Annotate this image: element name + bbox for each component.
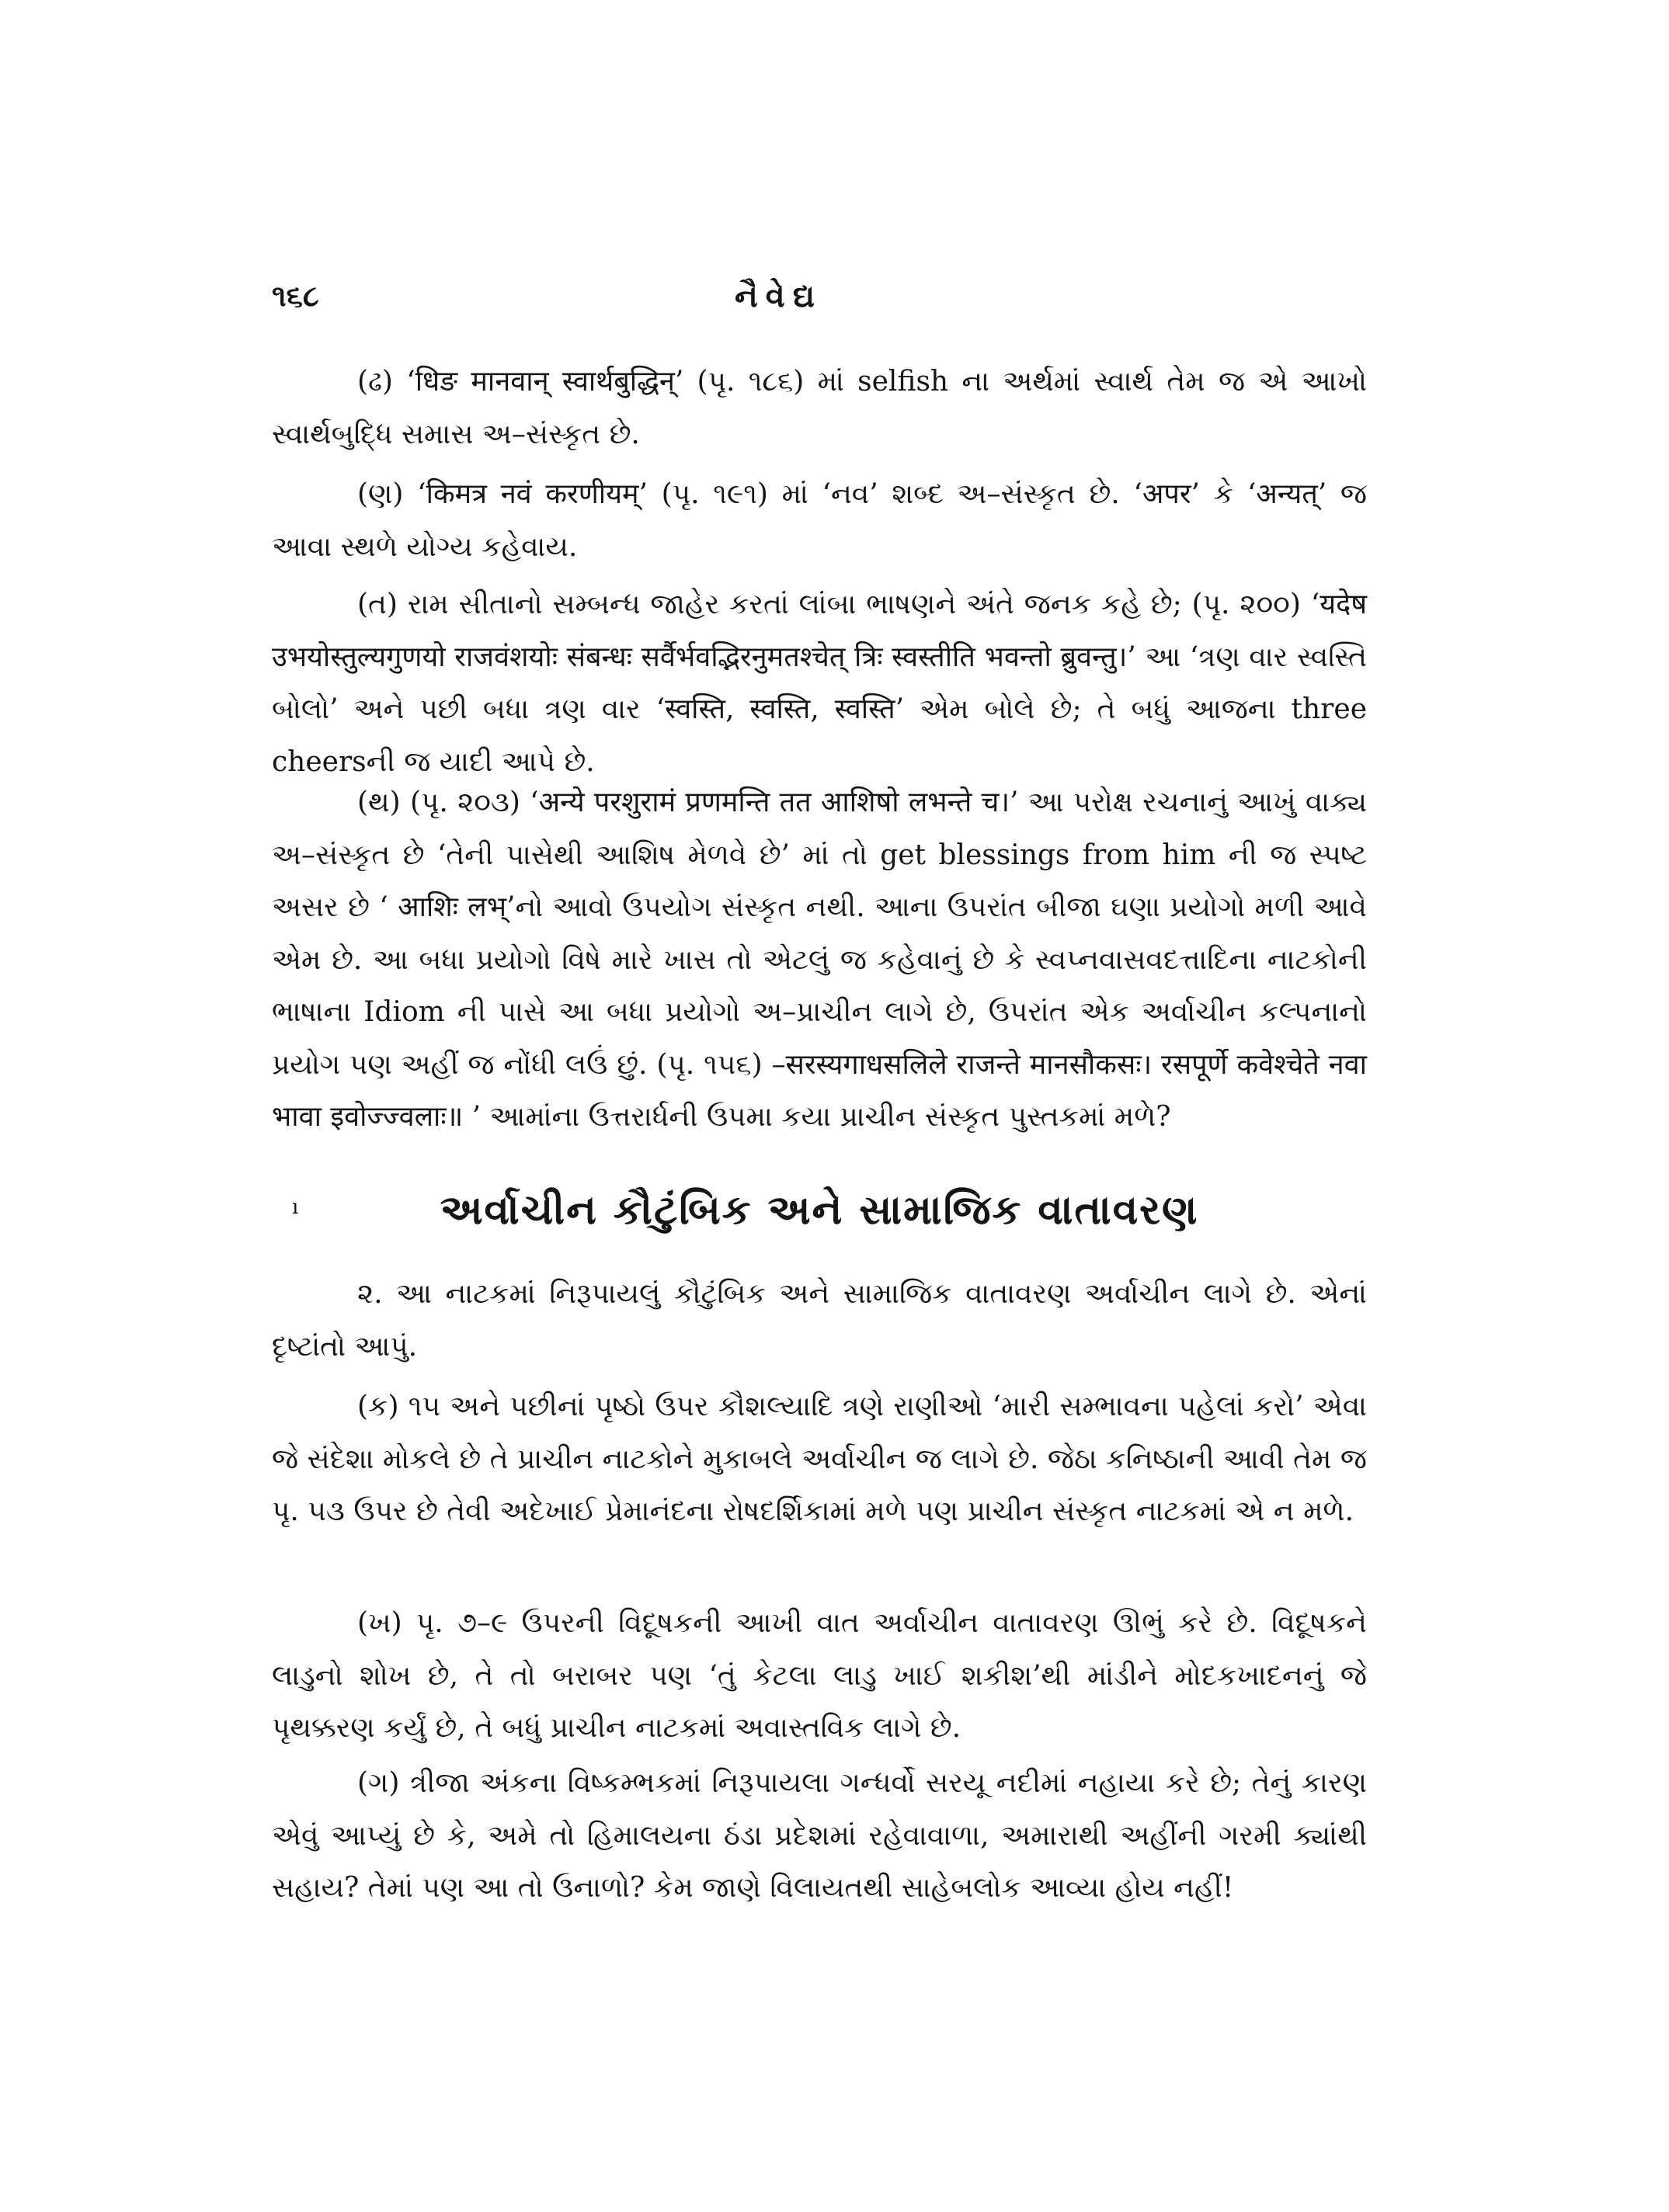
paragraph-dha: (ઢ) ‘धिङ मानवान् स्वार्थबुद्धिन्’ (પૃ. ૧૮૬) માં selfish ના અર્થમાં સ્વાર્થ તેમ જ એ આખો સ્વાર્થબુદ્ધિ સમાસ અ–સંસ્કૃત છે. [272,366,1367,450]
paragraph-ga: (ગ) ત્રીજા અંકના વિષ્કમ્ભકમાં નિરૂપાયલા ગન્ધર્વો સરયૂ નદીમાં નહાયા કરે છે; તેનું કારણ એવું આપ્યું છે કે, અમે તો હિમાલયના ઠંડા પ્રદેશમાં રહેવાવાળા, અમારાથી અહીંની ગરમી ક્યાંથી સહાય? તેમાં પણ આ તો ઉનાળો? કેમ જાણે વિલાયતથી સાહેબલોક આવ્યા હોય નહીં! [272,1767,1367,1904]
paragraph-na: (ણ) ‘किमत्र नवं करणीयम्’ (પૃ. ૧૯૧) માં ‘નવ’ શબ્દ અ–સંસ્કૃત છે. ‘अपर’ કે ‘अन्यत्’ જ આવા સ્થળે યોગ્ય કહેવાય. [272,478,1367,563]
paragraph-tha: (થ) (પૃ. ૨૦૩) ‘अन्ये परशुरामं प्रणमन्ति तत आशिषो लभन्ते च।’ આ પરોક્ષ રચનાનું આખું વાક્ય અ–સંસ્કૃત છે ‘તેની પાસેથી આશિષ મેળવે છે’ માં તો get blessings from him ની જ સ્પષ્ટ અસર છે ‘ आशिः लभ्’નો આવો ઉપયોગ સંસ્કૃત નથી. આના ઉપરાંત બીજા ઘણા પ્રયોગો મળી આવે એમ છે. આ બધા પ્રયોગો વિષે મારે ખાસ તો એટલું જ કહેવાનું છે કે સ્વપ્નવાસવદત્તાદિના નાટકોની ભાષાના Idiom ની પાસે આ બધા પ્રયોગો અ–પ્રાચીન લાગે છે, ઉપરાંત એક અર્વાચીન કલ્પનાનો પ્રયોગ પણ અહીં જ નોંધી લઉં છું. (પૃ. ૧૫૬) –सरस्यगाधसलिले राजन्ते मानसौकसः। रसपूर्णे कवेश्चेते नवा भावा इवोज्ज्वलाः॥ ’ આમાંના ઉત્તરાર્ધની ઉપમા કયા પ્રાચીન સંસ્કૃત પુસ્તકમાં મળે? [272,787,1367,1133]
margin-mark: ı [292,1196,299,1219]
paragraph-intro: ૨. આ નાટકમાં નિરૂપાયલું કૌટુંબિક અને સામાજિક વાતાવરણ અર્વાચીન લાગે છે. એનાં દૃષ્ટાંતો આપું. [272,1278,1367,1363]
paragraph-ta: (ત) રામ સીતાનો સમ્બન્ધ જાહેર કરતાં લાંબા ભાષણને અંતે જનક કહે છે; (પૃ. ૨૦૦) ‘यदेष उभयोस्तुल्यगुणयो राजवंशयोः संबन्धः सर्वैर्भवद्भिरनुमतश्चेत् त्रिः स्वस्तीति भवन्तो ब्रुवन्तु।’ આ ‘ત્રણ વાર સ્વસ્તિ બોલો’ અને પછી બધા ત્રણ વાર ‘स्वस्ति, स्वस्ति, स्वस्ति’ એમ બોલે છે; તે બધું આજના three cheersની જ યાદી આપે છે. [272,589,1367,778]
page-header [272,278,1359,332]
paragraph-ka: (ક) ૧૫ અને પછીનાં પૃષ્ઠો ઉપર કૌશલ્યાદિ ત્રણે રાણીઓ ‘મારી સમ્ભાવના પહેલાં કરો’ એવા જે સંદેશા મોકલે છે તે પ્રાચીન નાટકોને મુકાબલે અર્વાચીન જ લાગે છે. જેઠા કનિષ્ઠાની આવી તેમ જ પૃ. ૫૩ ઉપર છે તેવી અદેખાઈ પ્રેમાનંદના રોષદર્શિકામાં મળે પણ પ્રાચીન સંસ્કૃત નાટકમાં એ ન મળે. [272,1391,1367,1527]
section-heading: અર્વાચીન કૌટુંબિક અને સામાજિક વાતાવરણ [440,1186,1199,1234]
page-number: ૧૬૮ [272,278,319,313]
running-title: નૈવેદ્ય [735,278,823,314]
paragraph-kha: (ખ) પૃ. ૭–૯ ઉપરની વિદૂષકની આખી વાત અર્વાચીન વાતાવરણ ઊભું કરે છે. વિદૂષકને લાડુનો શોખ છે, તે તો બરાબર પણ ‘તું કેટલા લાડુ ખાઈ શકીશ’થી માંડીને મોદકખાદનનું જે પૃથક્કરણ કર્યું છે, તે બધું પ્રાચીન નાટકમાં અવાસ્તવિક લાગે છે. [272,1607,1367,1744]
